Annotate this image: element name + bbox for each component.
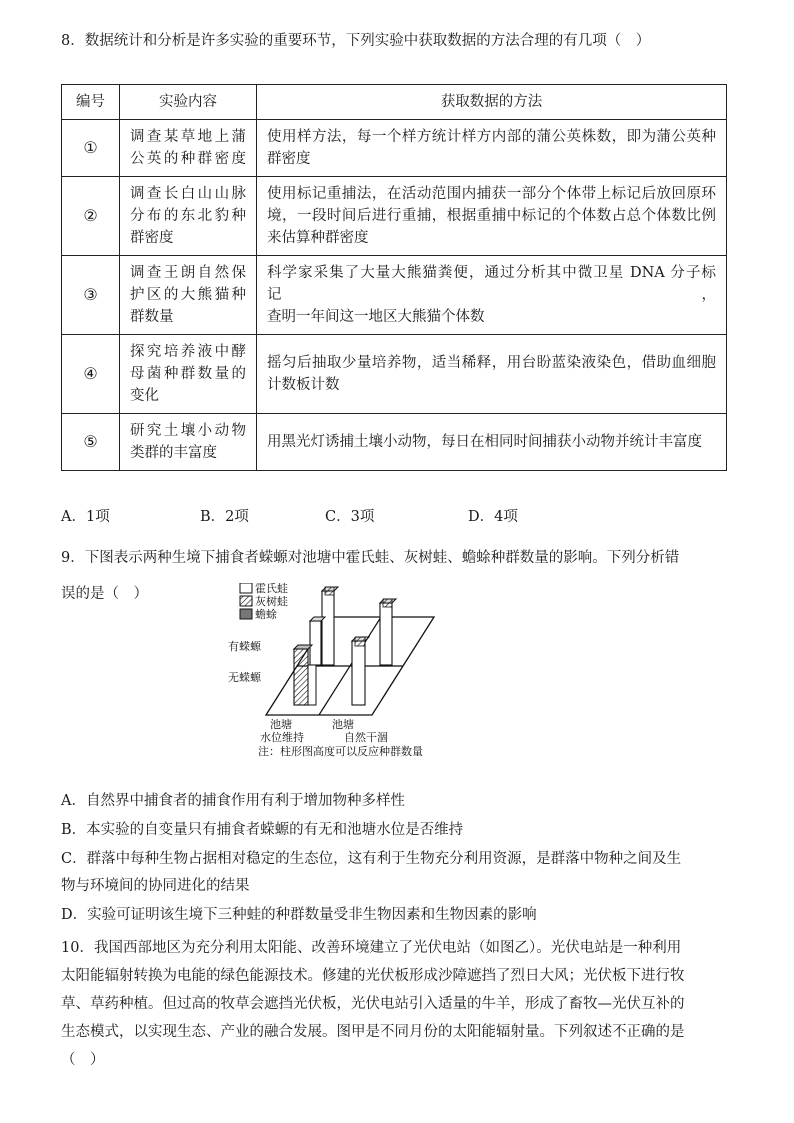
row-content bbox=[120, 120, 257, 177]
row-method bbox=[257, 256, 727, 335]
content-line: 变化 bbox=[130, 388, 159, 404]
q8-option-a: A．1项 bbox=[61, 509, 110, 525]
q9-option-d: D．实验可证明该生境下三种蛙的种群数量受非生物因素和生物因素的影响 bbox=[61, 907, 537, 923]
row-method bbox=[257, 335, 727, 414]
q9-figure bbox=[222, 583, 442, 769]
q10-line-3: 草、草药种植。但过高的牧草会遮挡光伏板，光伏电站引入适量的牛羊，形成了畜牧—光伏互补的 bbox=[61, 996, 685, 1012]
legend-label: 霍氏蛙 bbox=[255, 583, 288, 595]
content-line: 分布的东北豹种 bbox=[130, 208, 246, 224]
q8-table bbox=[61, 84, 727, 471]
method-line: 群密度 bbox=[267, 151, 311, 167]
table-row bbox=[62, 177, 727, 256]
method-line: 科学家采集了大量大熊猫粪便，通过分析其中微卫星 DNA 分子标记， bbox=[267, 265, 716, 303]
table-row bbox=[62, 256, 727, 335]
row-number: ④ bbox=[62, 335, 120, 414]
header-content: 实验内容 bbox=[120, 85, 257, 120]
method-line: 使用标记重捕法，在活动范围内捕获一部分个体带上标记后放回原环 bbox=[267, 186, 716, 202]
content-line: 探究培养液中酵 bbox=[130, 344, 246, 360]
row-number: ① bbox=[62, 120, 120, 177]
row-number: ② bbox=[62, 177, 120, 256]
row-method bbox=[257, 177, 727, 256]
table-header-row bbox=[62, 85, 727, 120]
header-number: 编号 bbox=[62, 85, 120, 120]
method-line: 使用样方法，每一个样方统计样方内部的蒲公英株数，即为蒲公英种 bbox=[267, 129, 716, 145]
method-line: 查明一年间这一地区大熊猫个体数 bbox=[267, 309, 485, 325]
row-content bbox=[120, 414, 257, 471]
q9-stem-line-2: 误的是（ ） bbox=[61, 586, 148, 602]
row-content bbox=[120, 335, 257, 414]
bar-3d bbox=[294, 649, 308, 705]
bar-3d bbox=[352, 641, 365, 705]
content-line: 护区的大熊猫种 bbox=[130, 287, 246, 303]
method-line: 境，一段时间后进行重捕，根据重捕中标记的个体数占总个体数比例 bbox=[267, 208, 716, 224]
content-line: 群密度 bbox=[130, 230, 174, 246]
row-content bbox=[120, 256, 257, 335]
q9-option-c-cont: 物与环境间的协同进化的结果 bbox=[61, 878, 250, 894]
row-number: ⑤ bbox=[62, 414, 120, 471]
bar-group-without-predator-dried bbox=[352, 637, 369, 705]
content-line: 调查某草地上蒲 bbox=[130, 129, 246, 145]
method-line: 计数板计数 bbox=[267, 377, 340, 393]
q9-stem-line-1: 9．下图表示两种生境下捕食者蝾螈对池塘中霍氏蛙、灰树蛙、蟾蜍种群数量的影响。下列分析错 bbox=[61, 550, 680, 566]
content-line: 群数量 bbox=[130, 309, 174, 325]
q8-option-c: C．3项 bbox=[325, 509, 375, 525]
q8-option-d: D．4项 bbox=[468, 509, 518, 525]
legend-label: 灰树蛙 bbox=[255, 595, 288, 608]
col-label: 池塘 bbox=[270, 718, 292, 731]
content-line: 研究土壤小动物 bbox=[130, 423, 246, 439]
legend-swatch-plain bbox=[240, 583, 252, 593]
q8-option-b: B．2项 bbox=[200, 509, 249, 525]
q10-line-1: 10．我国西部地区为充分利用太阳能、改善环境建立了光伏电站（如图乙）。光伏电站是一种利用 bbox=[61, 940, 682, 956]
figure-note: 注：柱形图高度可以反应种群数量 bbox=[258, 745, 423, 758]
row-label-with-predator: 有蝾螈 bbox=[228, 640, 261, 653]
method-line: 来估算种群密度 bbox=[267, 230, 369, 246]
legend-swatch-gray bbox=[240, 609, 252, 619]
row-content bbox=[120, 177, 257, 256]
q10-line-4: 生态模式，以实现生态、产业的融合发展。图甲是不同月份的太阳能辐射量。下列叙述不正确的是 bbox=[61, 1024, 685, 1040]
q9-option-b: B．本实验的自变量只有捕食者蝾螈的有无和池塘水位是否维持 bbox=[61, 822, 464, 838]
content-line: 调查长白山山脉 bbox=[130, 186, 246, 202]
header-method: 获取数据的方法 bbox=[257, 85, 727, 120]
row-method bbox=[257, 414, 727, 471]
col-label: 池塘 bbox=[332, 718, 354, 731]
content-line: 类群的丰富度 bbox=[130, 445, 217, 461]
row-label-without-predator: 无蝾螈 bbox=[228, 671, 261, 684]
q9-option-a: A．自然界中捕食者的捕食作用有利于增加物种多样性 bbox=[61, 793, 405, 809]
q10-line-5: （ ） bbox=[61, 1052, 105, 1068]
content-line: 公英的种群密度 bbox=[130, 151, 246, 167]
content-line: 调查王朗自然保 bbox=[130, 265, 246, 281]
row-method bbox=[257, 120, 727, 177]
bar-group-with-predator-dried bbox=[380, 599, 396, 665]
col-label: 水位维持 bbox=[260, 731, 304, 744]
table-row bbox=[62, 120, 727, 177]
table-row bbox=[62, 335, 727, 414]
col-label: 自然干涸 bbox=[344, 731, 388, 744]
content-line: 母菌种群数量的 bbox=[130, 366, 246, 382]
q8-stem: 8．数据统计和分析是许多实验的重要环节，下列实验中获取数据的方法合理的有几项（ ） bbox=[61, 33, 651, 49]
row-number: ③ bbox=[62, 256, 120, 335]
bar-group-with-predator-maintained bbox=[322, 587, 338, 665]
bar-3d bbox=[322, 591, 334, 665]
q10-line-2: 太阳能辐射转换为电能的绿色能源技术。修建的光伏板形成沙障遮挡了烈日大风；光伏板下进行牧 bbox=[61, 968, 685, 984]
q9-option-c: C．群落中每种生物占据相对稳定的生态位，这有利于生物充分利用资源，是群落中物种之间及生 bbox=[61, 851, 682, 867]
table-row bbox=[62, 414, 727, 471]
method-line: 用黑光灯诱捕土壤小动物，每日在相同时间捕获小动物并统计丰富度 bbox=[267, 434, 702, 450]
legend-label: 蟾蜍 bbox=[255, 608, 277, 621]
bar-3d bbox=[380, 603, 392, 665]
method-line: 摇匀后抽取少量培养物，适当稀释，用台盼蓝染液染色，借助血细胞 bbox=[267, 355, 716, 371]
legend-swatch-hatched bbox=[240, 596, 252, 606]
